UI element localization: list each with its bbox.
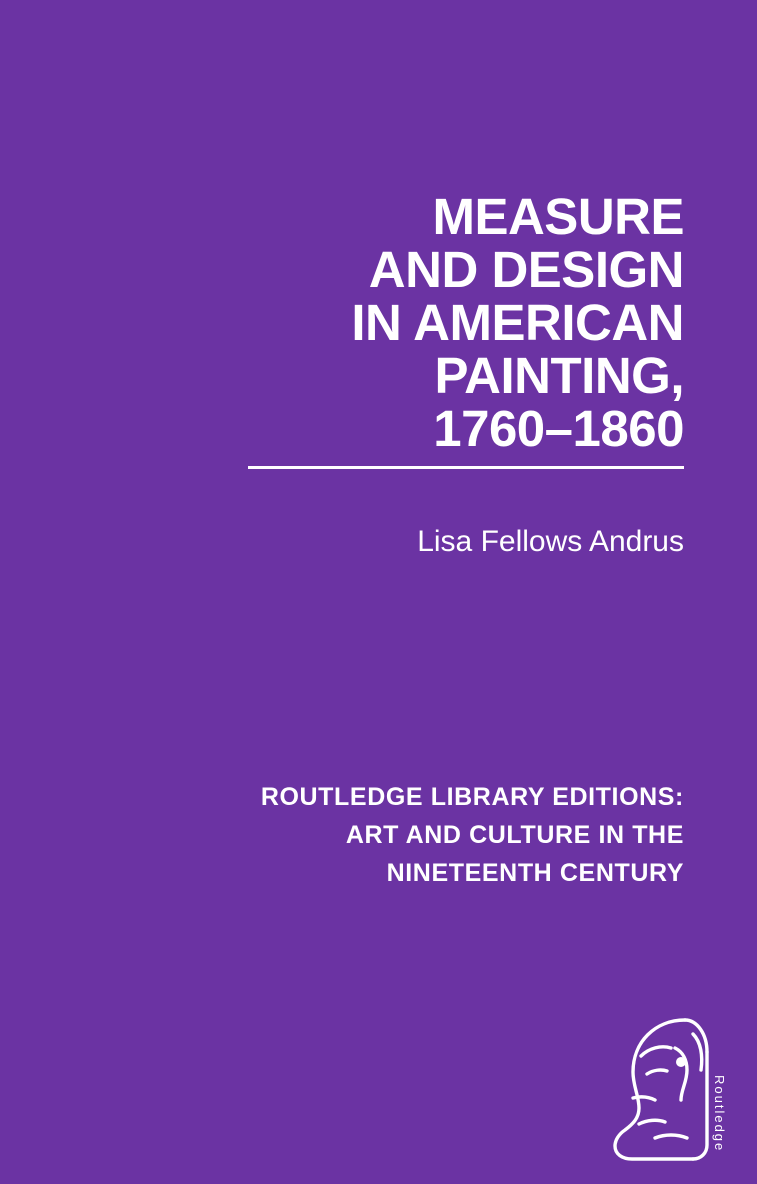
author-name: Lisa Fellows Andrus [417,525,684,558]
title-line: MEASURE [432,188,684,245]
series-title [180,778,684,892]
routledge-head-icon [589,1012,729,1162]
publisher-name: Routledge [712,1074,727,1152]
title-line: AND DESIGN [368,241,684,298]
title-line: IN AMERICAN [351,294,684,351]
title-line: PAINTING, [434,347,684,404]
publisher-logo [589,1012,729,1162]
series-line: NINETEENTH CENTURY [386,859,684,887]
book-title [248,190,684,455]
title-line: 1760–1860 [433,400,684,457]
series-line: ART AND CULTURE IN THE [345,821,684,849]
series-line: ROUTLEDGE LIBRARY EDITIONS: [260,783,684,811]
title-divider [248,466,684,469]
